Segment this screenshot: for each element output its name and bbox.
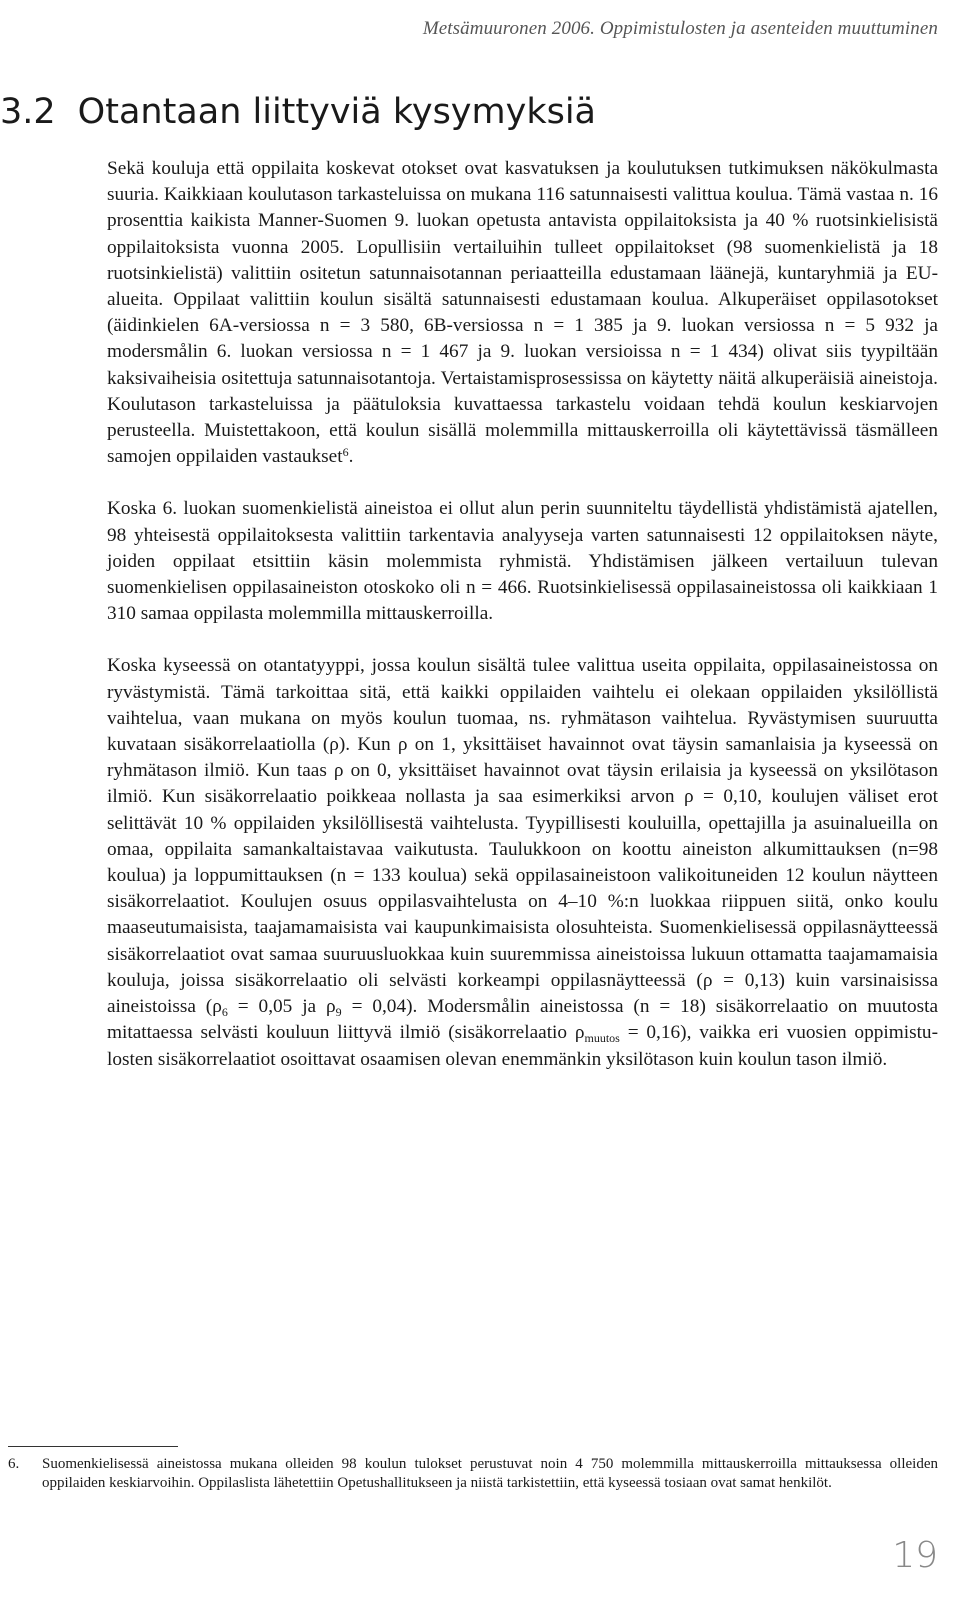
- paragraph-yhdistaminen: Koska 6. luokan suomenkielistä aineistoa ei ollut alun perin suunniteltu täydellistä yhdistämistä ajatellen, 98 yhteisestä oppilaitoksesta valittiin tarkentavia analyyseja varten satunnaisesti 12 oppilaitoksen näyte, joiden oppilaat etsittiin käsin molemmista ryhmistä. Yhdistämisen jälkeen vertailuun tulevan suomenkielisen oppilasaineiston otoskoko oli n = 466. Ruotsinkielisessä oppilasaineistossa oli kaikkiaan 1 310 samaa oppilasta molemmilla mittauskerroilla.: [107, 498, 938, 625]
- paragraph-text: Sekä kouluja että oppilaita koskevat otokset ovat kasvatuksen ja koulutuksen tutkimuksen näkökulmasta suuria. Kaikkiaan koulutason tarkasteluissa on mukana 116 satunnaisesti valittua koulua. Tämä vastaa n. 16 prosenttia kaikista Manner-Suomen 9. luokan opetusta antavista oppilaitoksista ja 40 % ruotsinkielisistä oppilaitoksista vuonna 2005. Lopullisiin vertailuihin tulleet oppilaitokset (98 suomenkielistä ja 18 ruotsinkielistä) valittiin ositetun satunnaisotannan periaatteilla edustamaan läänejä, kuntaryhmiä ja EU-alueita. Oppilaat valittiin koulun sisältä satunnaisesti edustamaan koulua. Alkuperäiset oppilasotokset (äidinkielen 6A-versiossa n = 3 580, 6B-versiossa n = 1 385 ja 9. luokan versiossa n = 5 932 ja modersmålin 6. luokan versiossa n = 1 467 ja 9. luokan versioissa n = 1 434) olivat siis tyypiltään kaksivaiheisia ositettuja satunnaisotantoja. Vertaistamisprosessissa on käytetty näitä alkuperäisiä aineistoja. Koulutason tarkasteluissa ja päätuloksia kuvattaessa tarkastelu voidaan tehdä koulun keskiarvojen perusteella. Muistettakoon, että koulun sisällä molemmilla mittauskerroilla oli käytettävissä täsmälleen samojen oppilaiden vastaukset: [107, 158, 938, 468]
- paragraph-text: = 0,05 ja ρ: [227, 996, 336, 1018]
- page-number: 19: [892, 1535, 938, 1576]
- paragraph-text: = 0,04). Modersmålin aineistossa (n = 18) sisäkorrelaatio on muutosta mitattaessa selvästi kouluun liittyvä ilmiö (sisäkorrelaatio ρ: [107, 996, 938, 1044]
- subscript: 6: [221, 1005, 228, 1020]
- footnote-number: 6.: [8, 1456, 20, 1472]
- paragraph-text: Koska kyseessä on otantatyyppi, jossa koulun sisältä tulee valittua useita oppilaita, oppilasaineistossa on ryvästymistä. Tämä tarkoittaa sitä, että kaikki oppilaiden vaihtelu ei olekaan oppilaiden yksilöllistä vaihtelua, vaan mukana on myös koulun tuomaa, ns. ryhmätason vaihtelua. Ryvästymisen suuruutta kuvataan sisäkorrelaatiolla (ρ). Kun ρ on 1, yksittäiset havainnot ovat täysin samanlaisia ja kyseessä on ryhmätason ilmiö. Kun taas ρ on 0, yksittäiset havainnot ovat täysin erilaisia ja kyseessä on yksilötason ilmiö. Kun sisäkorrelaatio poikkeaa nollasta ja saa esimerkiksi arvon ρ = 0,10, koulujen väliset erot selittävät 10 % oppilaiden yksilöllisestä vaihtelusta. Tyypillisesti kouluilla, opettajilla ja asuinalueilla on omaa, oppilaita samankaltaistavaa vaikutusta. Taulukkoon on koottu aineiston alkumittauksen (n=98 koulua) ja loppumittauksen (n = 133 koulua) sekä oppilasaineistoon valikoituneiden 12 koulun näytteen sisäkorrelaatiot. Koulujen osuus oppilasvaihtelusta on 4–10 %:n luokkaa riippuen siitä, onko koulu maaseutumaisista, taajamamaisista vai kaupunkimaisista olosuhteista. Suomenkielisessä oppilasnäytteessä sisäkorrelaatiot ovat samaa suuruusluokkaa kuin suuremmissa aineistoissa lukuun ottamatta taajamamaisia kouluja, joissa sisäkorrelaatio oli selvästi korkeampi oppilasnäytteessä (ρ = 0,13) kuin varsinaisissa aineistoissa (ρ: [107, 655, 938, 1018]
- running-header: Metsämuuronen 2006. Oppimistulosten ja asenteiden muuttuminen: [422, 18, 938, 39]
- footnote-text: Suomenkielisessä aineistossa mukana olleiden 98 koulun tulokset perustuvat noin 4 750 molemmilla mittauskerroilla mittauksessa olleiden oppilaiden keskiarvoihin. Oppilaslista lähetettiin Opetushallitukseen ja niistä tarkistettiin, että kyseessä tosiaan ovat samat henkilöt.: [42, 1456, 938, 1491]
- footnote-reference[interactable]: 6: [342, 445, 349, 460]
- section-heading: [0, 92, 596, 132]
- body-text: [107, 156, 938, 1099]
- subscript: 9: [335, 1005, 342, 1020]
- paragraph-sisakorrelaatio: [107, 653, 938, 1072]
- subscript: muutos: [584, 1031, 620, 1046]
- section-title: Otantaan liittyviä kysymyksiä: [77, 92, 597, 132]
- section-number: 3.2: [0, 92, 56, 132]
- paragraph-text: = 0,16), vaikka eri vuosien oppimistulosten sisäkorrelaatiot osoittavat osaamisen olevan enemmänkin yksilötason kuin koulun tason ilmiö.: [107, 1022, 938, 1070]
- paragraph-end: .: [348, 446, 354, 468]
- paragraph-otokset: [107, 156, 938, 470]
- footnote-divider: [8, 1446, 178, 1447]
- footnote: [8, 1455, 938, 1493]
